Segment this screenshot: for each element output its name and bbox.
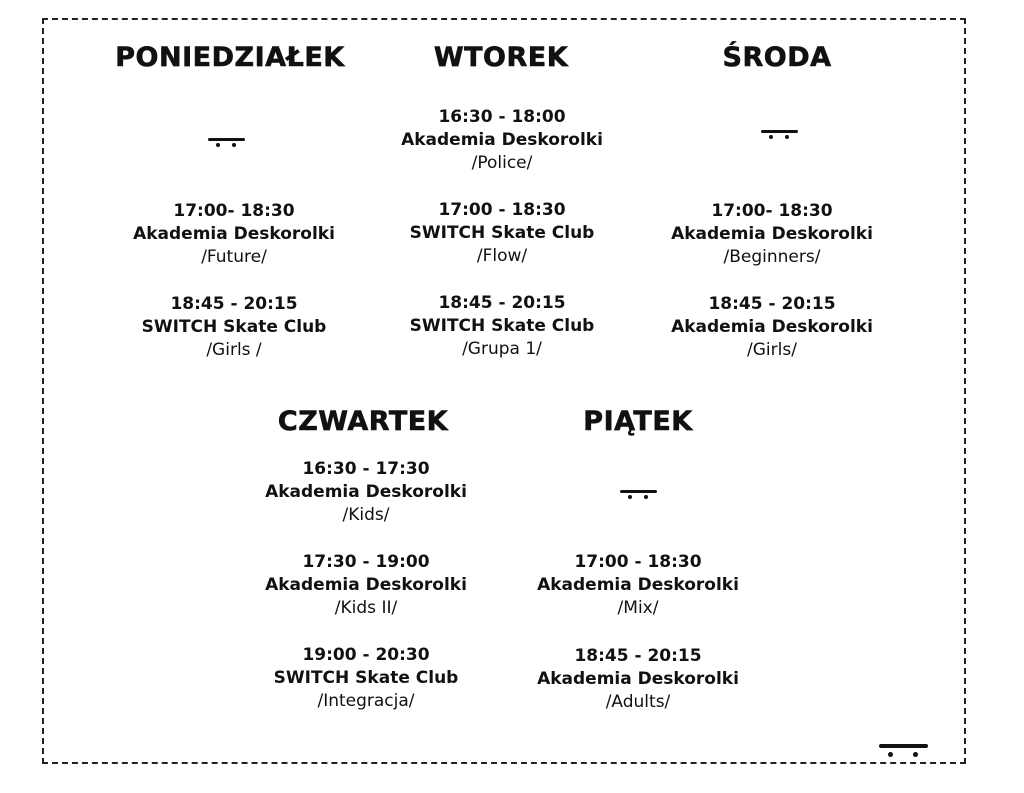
time-slot (84, 200, 384, 269)
slot-club: SWITCH Skate Club (409, 223, 595, 243)
slot-group: /Integracja/ (317, 691, 415, 711)
time-slot (84, 293, 384, 362)
slot-club: Akademia Deskorolki (401, 130, 603, 150)
slot-time: 18:45 - 20:15 (708, 294, 836, 314)
skateboard-icon (620, 490, 657, 500)
slot-time: 16:30 - 17:30 (302, 459, 430, 479)
day-title: WTOREK (433, 42, 569, 73)
slot-group: /Beginners/ (723, 247, 821, 267)
skateboard-icon (208, 138, 245, 148)
slot-club: SWITCH Skate Club (141, 317, 327, 337)
time-slot (352, 292, 652, 361)
slot-group: /Police/ (471, 153, 533, 173)
time-slot (216, 551, 516, 620)
time-slot (216, 458, 516, 527)
skateboard-icon (879, 744, 928, 758)
slot-group: /Grupa 1/ (462, 339, 542, 359)
slot-time: 18:45 - 20:15 (438, 293, 566, 313)
time-slot (488, 551, 788, 620)
slot-group: /Girls / (206, 340, 262, 360)
time-slot (352, 199, 652, 268)
time-slot (622, 200, 922, 269)
day-wednesday (627, 42, 927, 74)
slot-time: 17:00- 18:30 (173, 201, 295, 221)
slot-club: Akademia Deskorolki (265, 482, 467, 502)
day-title: ŚRODA (722, 42, 832, 73)
slot-club: Akademia Deskorolki (265, 575, 467, 595)
day-title: PONIEDZIAŁEK (115, 42, 345, 73)
slot-club: Akademia Deskorolki (133, 224, 335, 244)
slot-club: Akademia Deskorolki (537, 575, 739, 595)
slot-time: 18:45 - 20:15 (170, 294, 298, 314)
time-slot (216, 644, 516, 713)
slot-group: /Girls/ (747, 340, 797, 360)
slot-group: /Kids II/ (334, 598, 398, 618)
time-slot (488, 645, 788, 714)
slot-group: /Mix/ (617, 598, 659, 618)
slot-group: /Adults/ (605, 692, 671, 712)
day-monday (80, 42, 380, 74)
time-slot (352, 106, 652, 175)
slot-club: SWITCH Skate Club (409, 316, 595, 336)
slot-club: Akademia Deskorolki (671, 317, 873, 337)
day-tuesday (351, 42, 651, 74)
skateboard-icon (761, 130, 798, 140)
slot-group: /Kids/ (342, 505, 390, 525)
slot-club: Akademia Deskorolki (671, 224, 873, 244)
slot-club: SWITCH Skate Club (273, 668, 459, 688)
time-slot (622, 293, 922, 362)
slot-time: 17:30 - 19:00 (302, 552, 430, 572)
day-friday (488, 406, 788, 438)
slot-time: 17:00- 18:30 (711, 201, 833, 221)
day-title: PIĄTEK (583, 406, 693, 437)
slot-group: /Future/ (201, 247, 267, 267)
slot-time: 17:00 - 18:30 (574, 552, 702, 572)
day-title: CZWARTEK (277, 406, 449, 437)
slot-time: 17:00 - 18:30 (438, 200, 566, 220)
slot-time: 16:30 - 18:00 (438, 107, 566, 127)
slot-club: Akademia Deskorolki (537, 669, 739, 689)
slot-group: /Flow/ (476, 246, 528, 266)
slot-time: 19:00 - 20:30 (302, 645, 430, 665)
day-thursday (213, 406, 513, 438)
slot-time: 18:45 - 20:15 (574, 646, 702, 666)
